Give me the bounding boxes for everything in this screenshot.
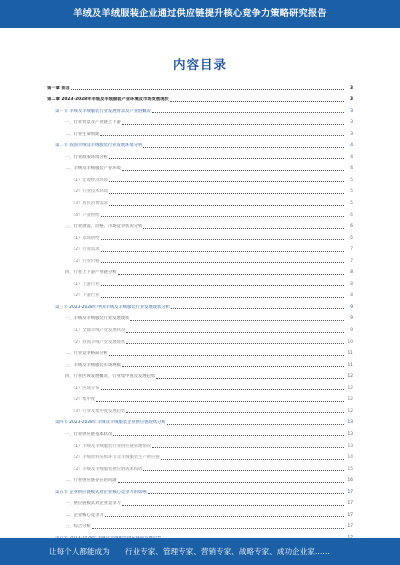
toc-leader-dots (126, 412, 344, 413)
toc-leader-dots (113, 435, 344, 436)
toc-entry-label: （3）行业及集中度发展趋势 (71, 408, 126, 414)
toc-leader-dots (118, 482, 344, 483)
toc-entry[interactable] (47, 461, 353, 473)
toc-leader-dots (156, 378, 344, 379)
toc-leader-dots (167, 424, 344, 425)
footer-slogan-right: 行业专家、管理专家、营销专家、战略专家、成功企业家…… (125, 547, 331, 556)
toc-entry[interactable] (47, 392, 353, 404)
toc-leader-dots (109, 181, 344, 182)
toc-entry-label: （3）行业价格 (71, 258, 100, 264)
toc-entry-label: （1）区域分布 (71, 385, 100, 391)
toc-entry[interactable] (47, 92, 353, 104)
toc-entry-page: 8 (350, 293, 353, 299)
toc-leader-dots (122, 505, 344, 506)
toc-entry-label: 三、行业供需、价格、市场竞争状况分析 (65, 224, 143, 230)
toc-entry-label: （1）市场供给 (71, 235, 100, 241)
toc-entry[interactable] (47, 299, 353, 311)
toc-leader-dots (130, 320, 344, 321)
toc-entry-page: 12 (347, 408, 353, 414)
toc-entry-page: 16 (347, 478, 353, 484)
toc-entry-page: 4 (350, 154, 353, 160)
toc-entry-label: 三、羊绒及羊绒服装市场规模 (65, 362, 121, 368)
toc-entry-page: 8 (350, 270, 353, 276)
toc-entry-page: 11 (347, 362, 353, 368)
toc-entry[interactable] (47, 265, 353, 277)
toc-entry[interactable] (47, 473, 353, 485)
toc-entry-page: 14 (347, 455, 353, 461)
toc-entry-label: （1）上游行业 (71, 281, 100, 287)
toc-entry[interactable] (47, 507, 353, 519)
toc-entry[interactable] (47, 346, 353, 358)
toc-entry-label: 一、羊绒及羊绒服装行业发展现状 (65, 316, 130, 322)
toc-entry[interactable] (47, 115, 353, 127)
toc-entry[interactable] (47, 357, 353, 369)
toc-leader-dots (101, 297, 344, 298)
toc-entry-page: 4 (350, 166, 353, 172)
toc-entry-page: 9 (350, 316, 353, 322)
toc-entry-page: 17 (347, 512, 353, 518)
toc-entry-page: 6 (350, 224, 353, 230)
toc-entry[interactable] (47, 103, 353, 115)
toc-entry[interactable] (47, 403, 353, 415)
toc-entry-label: 第四节 2023-2028年羊绒及羊绒服装企业供应链现状分析 (55, 420, 166, 426)
toc-entry-label: 第一节 羊绒及羊绒服装行业发展背景及产业链概况 (55, 108, 151, 114)
toc-entry[interactable] (47, 207, 353, 219)
toc-leader-dots (161, 459, 344, 460)
toc-entry-page: 4 (350, 143, 353, 149)
report-title: 羊绒及羊绒服装企业通过供应链提升核心竞争力策略研究报告 (73, 8, 327, 19)
toc-entry-page: 9 (350, 304, 353, 310)
toc-entry-label: （2）行业需求 (71, 247, 100, 253)
toc-leader-dots (122, 366, 344, 367)
toc-entry-label: （2）羊绒原料采购环节及羊绒服装生产供应链 (71, 455, 160, 461)
toc-leader-dots (96, 401, 344, 402)
toc-entry[interactable] (47, 519, 353, 531)
toc-entry-page: 10 (347, 339, 353, 345)
toc-entry-page: 3 (350, 108, 353, 114)
toc-entry-label: （2）我国羊绒产业发展现状 (71, 339, 126, 345)
toc-entry-label: 一、行业政策环境分析 (65, 154, 108, 160)
toc-entry-label: 三、综合分析 (65, 524, 91, 530)
toc-leader-dots (126, 343, 344, 344)
toc-leader-dots (101, 389, 344, 390)
toc-entry-page: 3 (350, 97, 353, 103)
toc-entry[interactable] (47, 288, 353, 300)
toc-leader-dots (171, 308, 344, 309)
toc-entry-page: 3 (350, 131, 353, 137)
toc-leader-dots (109, 158, 344, 159)
toc-entry-page: 13 (347, 443, 353, 449)
toc-leader-dots (109, 193, 344, 194)
toc-entry[interactable] (47, 276, 353, 288)
toc-entry-page: 9 (350, 328, 353, 334)
toc-leader-dots (100, 135, 344, 136)
toc-leader-dots (101, 251, 344, 252)
toc-entry-page: 8 (350, 281, 353, 287)
toc-entry[interactable] (47, 380, 353, 392)
toc-entry-page: 12 (347, 397, 353, 403)
toc-entry[interactable] (47, 311, 353, 323)
toc-leader-dots (118, 274, 344, 275)
toc-entry[interactable] (47, 161, 353, 173)
toc-entry-label: 二、行业竞争格局分析 (65, 351, 108, 357)
toc-leader-dots (122, 170, 344, 171)
toc-entry-label: 二、行业生命周期 (65, 131, 100, 137)
toc-entry-label: 二、行业供应链存在的问题 (65, 478, 117, 484)
toc-entry-page: 12 (347, 385, 353, 391)
toc-entry-label: （4）产业供给 (71, 212, 100, 218)
toc-entry[interactable] (47, 149, 353, 161)
toc-leader-dots (101, 216, 344, 217)
toc-leader-dots (152, 112, 344, 113)
toc-entry-page: 6 (350, 235, 353, 241)
toc-entry-page: 15 (347, 466, 353, 472)
toc-entry-page: 3 (350, 85, 353, 91)
toc-entry-label: 一、供应链模式对企业竞争力 (65, 501, 121, 507)
toc-leader-dots (105, 516, 344, 517)
toc-entry-page: 11 (347, 351, 353, 357)
toc-leader-dots (109, 205, 344, 206)
toc-entry[interactable] (47, 172, 353, 184)
toc-title: 内容目录 (172, 57, 227, 72)
toc-entry-page: 17 (347, 489, 353, 495)
toc-entry[interactable] (47, 496, 353, 508)
toc-leader-dots (92, 528, 344, 529)
toc-leader-dots (122, 124, 344, 125)
toc-entry-label: 第二章 2023-2028年羊绒及羊绒服装产业环境及市场发展现状 (47, 97, 169, 103)
table-of-contents (47, 80, 353, 542)
toc-entry[interactable] (47, 80, 353, 92)
toc-entry-label: 四、行业区域发展概况、行业集中度及发展趋势 (65, 374, 156, 380)
toc-leader-dots (101, 239, 344, 240)
toc-entry-label: 第五节 企业供应链模式对企业核心竞争力的影响 (55, 489, 147, 495)
toc-entry[interactable] (47, 438, 353, 450)
toc-leader-dots (152, 447, 344, 448)
toc-entry-page: 7 (350, 258, 353, 264)
toc-entry-label: 二、羊绒及羊绒服装产业环境 (65, 166, 121, 172)
footer-banner (0, 538, 400, 565)
toc-entry[interactable] (47, 219, 353, 231)
toc-entry[interactable] (47, 126, 353, 138)
toc-entry-label: （2）行业技术环境 (71, 189, 109, 195)
toc-entry-label: 第二节 我国羊绒及羊绒服装行业发展环境分析 (55, 143, 143, 149)
toc-leader-dots (143, 147, 344, 148)
toc-leader-dots (143, 228, 344, 229)
toc-entry-page: 13 (347, 420, 353, 426)
toc-entry-label: （2）集中度 (71, 397, 96, 403)
toc-entry[interactable] (47, 415, 353, 427)
toc-entry-page: 6 (350, 212, 353, 218)
toc-entry-page: 13 (347, 431, 353, 437)
toc-leader-dots (109, 355, 344, 356)
toc-leader-dots (170, 101, 344, 102)
toc-entry[interactable] (47, 230, 353, 242)
toc-entry-label: （1）宏观经济环境 (71, 177, 109, 183)
toc-entry[interactable] (47, 253, 353, 265)
toc-entry-label: 二、企业核心竞争力 (65, 512, 104, 518)
toc-entry-label: 四、行业上下游产业链分析 (65, 270, 117, 276)
toc-entry-label: （3）居民消费需求 (71, 201, 109, 207)
toc-entry[interactable] (47, 450, 353, 462)
toc-entry[interactable] (47, 184, 353, 196)
toc-entry-label: 一、行业供应链基本状况 (65, 431, 113, 437)
toc-entry-page: 5 (350, 201, 353, 207)
toc-entry[interactable] (47, 242, 353, 254)
toc-entry[interactable] (47, 138, 353, 150)
toc-entry-page: 17 (347, 501, 353, 507)
toc-entry-page: 17 (347, 524, 353, 530)
toc-entry-page: 3 (350, 120, 353, 126)
toc-entry-page: 12 (347, 374, 353, 380)
toc-entry-label: 第一章 前言 (47, 85, 70, 91)
footer-slogan-left: 让每个人都能成为 (49, 547, 110, 556)
toc-entry-label: （1）羊绒及羊绒服装行业供应链管理情况 (71, 443, 152, 449)
toc-entry-page: 5 (350, 177, 353, 183)
toc-entry[interactable] (47, 195, 353, 207)
toc-entry[interactable] (47, 369, 353, 381)
toc-leader-dots (148, 493, 344, 494)
toc-entry-label: 一、行业背景及产业链上下游 (65, 120, 121, 126)
toc-entry[interactable] (47, 426, 353, 438)
toc-leader-dots (101, 285, 344, 286)
toc-leader-dots (71, 89, 344, 90)
toc-entry-page: 7 (350, 247, 353, 253)
toc-leader-dots (126, 332, 344, 333)
toc-entry-label: （3）羊绒及羊绒服装供应链成本构成 (71, 466, 143, 472)
toc-leader-dots (101, 262, 344, 263)
toc-entry[interactable] (47, 334, 353, 346)
toc-entry-label: （1）全球羊绒产业发展状况 (71, 328, 126, 334)
header-banner (0, 0, 400, 28)
toc-entry-label: 第三节 2023-2028年中国羊绒及羊绒服装行业发展现状分析 (55, 304, 171, 310)
toc-entry-label: （2）下游行业 (71, 293, 100, 299)
toc-entry-page: 5 (350, 189, 353, 195)
toc-entry[interactable] (47, 484, 353, 496)
toc-leader-dots (143, 470, 344, 471)
toc-entry[interactable] (47, 322, 353, 334)
